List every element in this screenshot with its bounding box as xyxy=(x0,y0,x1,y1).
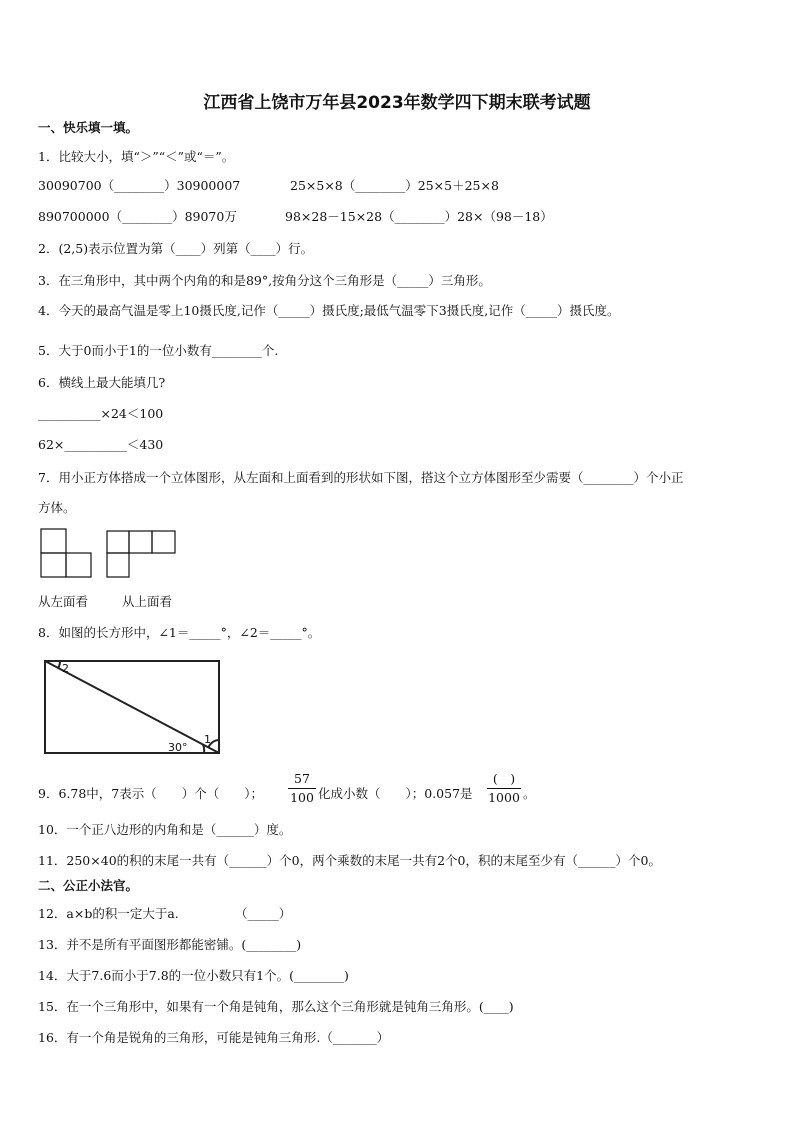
question-9-part3: 。 xyxy=(523,786,536,801)
q6-line-2: 62×__________＜430 xyxy=(38,437,164,452)
question-10: 10．一个正八边形的内角和是（______）度。 xyxy=(38,822,292,837)
fraction-bar xyxy=(487,788,521,789)
q1-row1-left: 30090700（________）30900007 xyxy=(38,178,241,193)
left-view-figure xyxy=(40,528,94,580)
question-14: 14．大于7.6而小于7.8的一位小数只有1个。(________) xyxy=(38,968,349,983)
question-11: 11．250×40的积的末尾一共有（______）个0，两个乘数的末尾一共有2个0，积的末尾至少有（______）个0。 xyxy=(38,853,661,868)
fraction-denominator: 1000 xyxy=(488,790,520,805)
rectangle-diagram xyxy=(40,657,224,759)
fraction-57-100 xyxy=(288,771,316,806)
left-view-label: 从左面看 xyxy=(38,594,89,609)
q1-row1-right: 25×5×8（________）25×5＋25×8 xyxy=(290,178,499,193)
question-7: 7．用小正方体搭成一个立体图形，从左面和上面看到的形状如下图，搭这个立方体图形至少需要（________）个小正 xyxy=(38,470,684,485)
q1-row2-left: 890700000（________）89070万 xyxy=(38,209,237,224)
question-13: 13．并不是所有平面图形都能密铺。(________) xyxy=(38,937,302,952)
question-6: 6．横线上最大能填几? xyxy=(38,375,166,390)
question-8: 8．如图的长方形中，∠1＝_____°，∠2＝_____°。 xyxy=(38,625,321,640)
question-9-part2: 化成小数（ ）；0.057是 xyxy=(318,786,473,801)
q1-row2-right: 98×28－15×28（________）28×（98－18） xyxy=(285,209,553,224)
question-5: 5．大于0而小于1的一位小数有________个. xyxy=(38,343,279,358)
question-4: 4．今天的最高气温是零上10摄氏度,记作（_____）摄氏度;最低气温零下3摄氏度,记作（_____）摄氏度。 xyxy=(38,303,620,318)
section-heading-1: 一、快乐填一填。 xyxy=(38,120,139,135)
question-3: 3．在三角形中，其中两个内角的和是89°,按角分这个三角形是（_____）三角形。 xyxy=(38,273,491,288)
question-12: 12．a×b的积一定大于a. （_____） xyxy=(38,906,292,921)
question-7-cont: 方体。 xyxy=(38,500,76,515)
section-heading-2: 二、公正小法官。 xyxy=(38,878,139,893)
question-1: 1．比较大小，填“＞”“＜”或“＝”。 xyxy=(38,149,235,164)
fraction-numerator: ( ) xyxy=(492,771,516,786)
angle-1-label: 1 xyxy=(204,733,211,746)
question-9-part1: 9．6.78中，7表示（ ）个（ ）； xyxy=(38,786,263,801)
question-16: 16．有一个角是锐角的三角形，可能是钝角三角形.（_______） xyxy=(38,1030,390,1045)
top-view-label: 从上面看 xyxy=(122,594,173,609)
top-view-figure xyxy=(106,530,178,580)
angle-2-label: 2 xyxy=(62,662,69,675)
question-2: 2．(2,5)表示位置为第（____）列第（____）行。 xyxy=(38,241,314,256)
fraction-bar xyxy=(288,788,316,789)
page-title: 江西省上饶市万年县2023年数学四下期末联考试题 xyxy=(203,93,591,113)
fraction-numerator: 57 xyxy=(294,771,310,786)
fraction-denominator: 100 xyxy=(290,790,314,805)
q6-line-1: __________×24＜100 xyxy=(38,406,164,421)
fraction-blank-1000 xyxy=(487,771,521,806)
question-15: 15．在一个三角形中，如果有一个角是钝角，那么这个三角形就是钝角三角形。(____) xyxy=(38,999,514,1014)
angle-30-label: 30° xyxy=(168,741,188,754)
